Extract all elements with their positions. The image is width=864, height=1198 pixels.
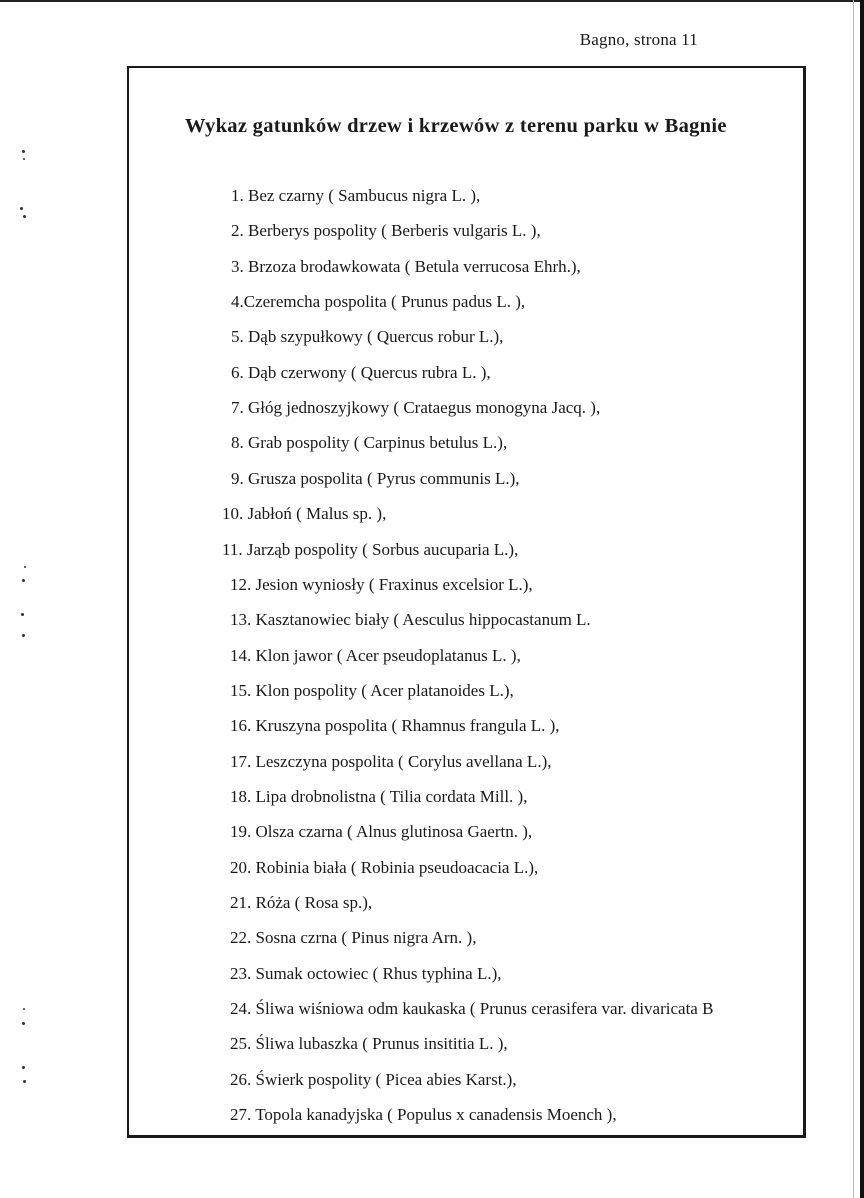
species-number: 7. xyxy=(231,398,244,418)
scan-speck xyxy=(20,207,23,210)
species-item xyxy=(231,257,581,277)
species-number: 19. xyxy=(230,822,252,842)
species-number: 4. xyxy=(231,292,244,312)
scan-speck xyxy=(22,150,25,153)
species-number: 24. xyxy=(230,999,252,1019)
page-header: Bagno, strona 11 xyxy=(579,30,698,49)
species-item xyxy=(230,1034,508,1054)
species-item xyxy=(230,999,713,1019)
species-text: Śliwa lubaszka ( Prunus insititia L. ), xyxy=(251,1034,508,1054)
species-item xyxy=(231,186,480,206)
species-text: Dąb szypułkowy ( Quercus robur L.), xyxy=(243,327,504,347)
species-item xyxy=(231,221,541,241)
species-number: 23. xyxy=(230,963,252,983)
species-item xyxy=(230,716,560,736)
species-number: 17. xyxy=(230,751,252,771)
species-text: Czeremcha pospolita ( Prunus padus L. ), xyxy=(243,292,526,312)
species-number: 22. xyxy=(230,928,252,948)
scan-speck xyxy=(23,1008,25,1010)
species-text: Sosna czrna ( Pinus nigra Arn. ), xyxy=(251,928,477,948)
species-item xyxy=(231,398,600,418)
species-item xyxy=(230,1105,617,1125)
scan-speck xyxy=(23,215,26,218)
species-text: Klon pospolity ( Acer platanoides L.), xyxy=(251,680,514,700)
species-item xyxy=(230,610,591,630)
species-item xyxy=(230,858,538,878)
species-text: Sumak octowiec ( Rhus typhina L.), xyxy=(251,963,502,983)
species-number: 14. xyxy=(230,645,252,665)
scan-speck xyxy=(21,613,24,616)
species-text: Róża ( Rosa sp.), xyxy=(251,893,373,912)
species-number: 21. xyxy=(230,893,252,912)
scan-speck xyxy=(23,1080,26,1083)
species-text: Leszczyna pospolita ( Corylus avellana L.), xyxy=(251,751,552,771)
species-item xyxy=(230,893,372,913)
species-number: 25. xyxy=(230,1034,252,1054)
species-item xyxy=(231,327,503,347)
species-item xyxy=(230,752,551,772)
species-text: Kruszyna pospolita ( Rhamnus frangula L. ), xyxy=(251,716,560,736)
species-number: 2. xyxy=(231,221,244,241)
species-item xyxy=(230,928,476,948)
species-number: 1. xyxy=(231,186,244,205)
scan-border-right xyxy=(860,0,864,1198)
species-item xyxy=(230,646,521,666)
species-number: 11. xyxy=(222,539,243,559)
species-item xyxy=(231,363,491,383)
species-item xyxy=(231,433,507,453)
species-text: Olsza czarna ( Alnus glutinosa Gaertn. ), xyxy=(251,822,533,842)
species-item xyxy=(230,681,514,701)
species-item xyxy=(230,787,527,807)
species-text: Robinia biała ( Robinia pseudoacacia L.), xyxy=(251,857,539,877)
species-number: 8. xyxy=(231,433,244,453)
species-number: 16. xyxy=(230,716,252,736)
species-item xyxy=(222,504,386,524)
species-number: 26. xyxy=(230,1069,252,1089)
species-number: 10. xyxy=(222,504,244,524)
species-number: 5. xyxy=(231,327,244,347)
scan-speck xyxy=(22,1066,25,1069)
species-item xyxy=(222,540,518,560)
species-number: 3. xyxy=(231,256,244,276)
species-item xyxy=(230,1070,517,1090)
species-text: Topola kanadyjska ( Populus x canadensis Moench ), xyxy=(251,1105,617,1125)
species-number: 6. xyxy=(231,362,244,382)
species-number: 13. xyxy=(230,610,252,630)
scan-speck xyxy=(22,1022,25,1025)
species-text: Klon jawor ( Acer pseudoplatanus L. ), xyxy=(251,645,521,665)
species-text: Lipa drobnolistna ( Tilia cordata Mill. ), xyxy=(251,786,528,806)
species-text: Jesion wyniosły ( Fraxinus excelsior L.), xyxy=(251,574,533,594)
species-number: 27. xyxy=(230,1105,252,1125)
scan-speck xyxy=(22,634,25,637)
species-text: Bez czarny ( Sambucus nigra L. ), xyxy=(243,186,481,205)
species-text: Brzoza brodawkowata ( Betula verrucosa Ehrh.), xyxy=(243,256,581,276)
species-text: Jabłoń ( Malus sp. ), xyxy=(243,504,387,524)
scan-speck xyxy=(23,158,25,160)
scan-speck xyxy=(22,579,25,582)
species-number: 9. xyxy=(231,468,244,488)
species-number: 20. xyxy=(230,857,252,877)
species-text: Kasztanowiec biały ( Aesculus hippocastanum L. xyxy=(251,610,591,630)
species-text: Głóg jednoszyjkowy ( Crataegus monogyna Jacq. ), xyxy=(243,398,601,418)
species-item xyxy=(231,292,525,312)
species-item xyxy=(230,964,502,984)
species-text: Świerk pospolity ( Picea abies Karst.), xyxy=(251,1069,517,1089)
species-number: 12. xyxy=(230,574,252,594)
species-text: Dąb czerwony ( Quercus rubra L. ), xyxy=(243,362,491,382)
species-text: Śliwa wiśniowa odm kaukaska ( Prunus cerasifera var. divaricata B xyxy=(251,999,714,1019)
species-text: Jarząb pospolity ( Sorbus aucuparia L.), xyxy=(242,539,519,559)
page-title: Wykaz gatunków drzew i krzewów z terenu parku w Bagnie xyxy=(185,115,727,137)
species-item xyxy=(230,575,533,595)
species-number: 18. xyxy=(230,786,252,806)
scan-border-top xyxy=(0,0,864,2)
species-text: Grusza pospolita ( Pyrus communis L.), xyxy=(243,468,520,488)
species-text: Berberys pospolity ( Berberis vulgaris L. ), xyxy=(243,221,541,241)
species-text: Grab pospolity ( Carpinus betulus L.), xyxy=(243,433,508,453)
scan-border-right-inner xyxy=(853,0,854,1198)
scan-speck xyxy=(24,566,26,568)
species-item xyxy=(231,469,520,489)
species-number: 15. xyxy=(230,680,252,700)
species-item xyxy=(230,822,532,842)
